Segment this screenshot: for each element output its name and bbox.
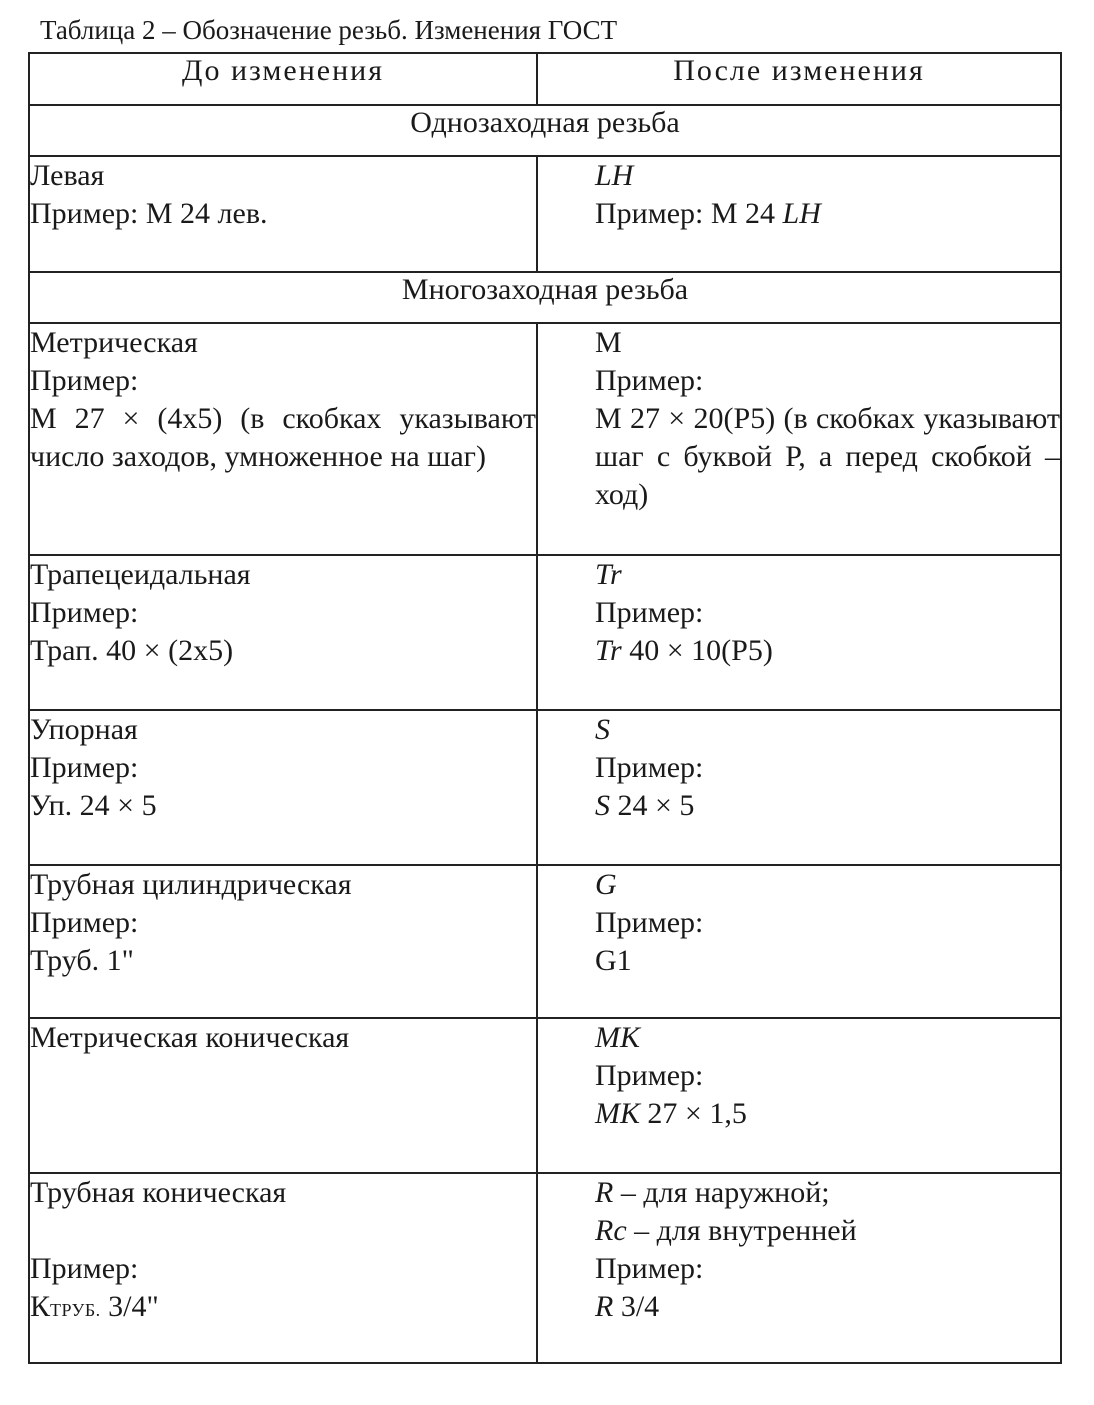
cell-rc-before [29,1173,537,1363]
thread-example: М 27 × 20(Р5) (в скобках указывают шаг с буквой Р, а перед скобкой – ход) [595,402,1060,511]
cell-trap-before [29,555,537,710]
cell-buttress-before [29,710,537,865]
cell-pipecyl-before [29,865,537,1018]
cell-mk-before [29,1018,537,1173]
thread-mark: LH [595,159,634,192]
thread-name: Трапецеидальная [30,558,251,591]
cell-trap-after [537,555,1061,710]
thread-mark: G [595,868,617,901]
table-row [29,865,1061,1018]
example-label: Пример: [595,1059,704,1092]
cell-left-after [537,156,1061,272]
example-label: Пример: [595,364,704,397]
section-multi-start: Многозаходная резьба [29,272,1061,323]
section-single-start: Однозаходная резьба [29,105,1061,156]
table-row [29,323,1061,555]
section-row-single [29,105,1061,156]
table-row [29,156,1061,272]
header-before: До изменения [29,53,537,105]
example-label: Пример: [30,1252,139,1285]
thread-example: Пример: М 24 лев. [30,197,268,230]
table-row [29,1018,1061,1173]
table-row [29,710,1061,865]
thread-example: Уп. 24 × 5 [30,789,157,822]
example-label: Пример: [595,1252,704,1285]
thread-example: Труб. 1" [30,944,134,977]
example-label: Пример: [30,906,139,939]
thread-example: S 24 × 5 [595,789,695,822]
cell-buttress-after [537,710,1061,865]
table-caption: Таблица 2 – Обозначение резьб. Изменения ГОСТ [40,15,618,45]
thread-mark: МК [595,1021,640,1054]
section-row-multi [29,272,1061,323]
thread-name: Левая [30,159,105,192]
table-header-row [29,53,1061,105]
example-label: Пример: [30,751,139,784]
thread-example: МК 27 × 1,5 [595,1097,747,1130]
thread-mark-inner: Rc – для внутренней [595,1214,857,1247]
example-label: Пример: [30,364,139,397]
thread-name: Трубная коническая [30,1176,287,1209]
cell-metric-before [29,323,537,555]
thread-example: R 3/4 [595,1290,660,1323]
thread-name: Трубная цилиндрическая [30,868,352,901]
thread-mark: М [595,326,622,359]
thread-example: КТРУБ. 3/4" [30,1290,159,1323]
thread-example: Пример: М 24 LH [595,197,821,230]
table-row [29,1173,1061,1363]
thread-example: Tr 40 × 10(Р5) [595,634,773,667]
thread-name: Метрическая [30,326,198,359]
thread-example: М 27 × (4х5) (в скобках указывают число заходов, умноженное на шаг) [30,402,536,473]
thread-designation-table [28,52,1062,1364]
thread-mark: S [595,713,610,746]
thread-mark: Tr [595,558,622,591]
example-label: Пример: [30,596,139,629]
thread-example: Трап. 40 × (2х5) [30,634,234,667]
cell-pipecyl-after [537,865,1061,1018]
cell-rc-after [537,1173,1061,1363]
example-label: Пример: [595,751,704,784]
thread-mark-outer: R – для наружной; [595,1176,830,1209]
header-after: После изменения [537,53,1061,105]
blank-line [30,1212,536,1250]
example-label: Пример: [595,906,704,939]
thread-example: G1 [595,944,632,977]
cell-left-before [29,156,537,272]
cell-mk-after [537,1018,1061,1173]
cell-metric-after [537,323,1061,555]
example-label: Пример: [595,596,704,629]
thread-name: Метрическая коническая [30,1021,350,1054]
thread-name: Упорная [30,713,138,746]
table-row [29,555,1061,710]
